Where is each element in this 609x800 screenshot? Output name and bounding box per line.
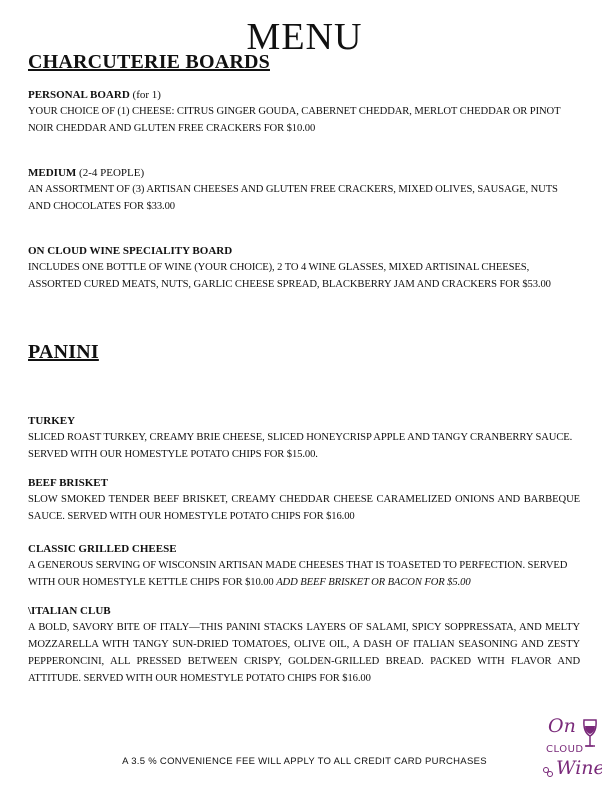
item-name: CLASSIC GRILLED CHEESE bbox=[28, 543, 177, 555]
item-description: INCLUDES ONE BOTTLE OF WINE (YOUR CHOICE), 2 TO 4 WINE GLASSES, MIXED ARTISINAL CHEESES, ASSORTED CURED MEATS, NUTS, GARLIC CHEESE SPREAD, BLACKBERRY JAM AND CRACKERS FOR $53.00 bbox=[28, 262, 551, 290]
on-cloud-wine-logo bbox=[540, 712, 602, 782]
item-name: MEDIUM bbox=[28, 167, 77, 179]
item-description: YOUR CHOICE OF (1) CHEESE: CITRUS GINGER GOUDA, CABERNET CHEDDAR, MERLOT CHEDDAR OR PINOT NOIR CHEDDAR AND GLUTEN FREE CRACKERS FOR $10.00 bbox=[28, 106, 561, 134]
item-description: AN ASSORTMENT OF (3) ARTISAN CHEESES AND GLUTEN FREE CRACKERS, MIXED OLIVES, SAUSAGE, NUTS AND CHOCOLATES FOR $33.00 bbox=[28, 184, 558, 212]
item-name: PERSONAL BOARD bbox=[28, 89, 130, 101]
menu-item-medium-board bbox=[28, 166, 580, 215]
item-name: \ITALIAN CLUB bbox=[28, 605, 111, 617]
logo-on: On bbox=[548, 715, 576, 737]
menu-item-personal-board bbox=[28, 88, 580, 137]
page-title: MENU bbox=[246, 16, 363, 58]
item-description: SLICED ROAST TURKEY, CREAMY BRIE CHEESE, SLICED HONEYCRISP APPLE AND TANGY CRANBERRY SAUCE. SERVED WITH OUR HOMESTYLE POTATO CHIPS FOR $15.00. bbox=[28, 432, 573, 460]
item-name: ON CLOUD WINE SPECIALITY BOARD bbox=[28, 245, 233, 257]
item-qualifier: (for 1) bbox=[129, 89, 161, 101]
item-description: A BOLD, SAVORY BITE OF ITALY—THIS PANINI STACKS LAYERS OF SALAMI, SPICY SOPPRESSATA, AND MELTY MOZZARELLA WITH TANGY SUN-DRIED TOMATOES, OLIVE OIL, A DASH OF ITALIAN SEASONING AND ZESTY PEPPERONCINI, ALL PRESSED BETWEEN CRISPY, GOLDEN-GRILLED BREAD. PACKED WITH FLAVOR AND ATTITUDE. SERVED WITH OUR HOMESTYLE POTATO CHIPS FOR $16.00 bbox=[28, 622, 580, 684]
item-name: TURKEY bbox=[28, 415, 76, 427]
wine-glass-icon bbox=[540, 712, 602, 782]
menu-item-beef-brisket bbox=[28, 476, 580, 525]
menu-item-turkey bbox=[28, 414, 580, 463]
logo-wine: Wine bbox=[556, 757, 602, 779]
logo-cloud: CLOUD bbox=[546, 744, 584, 755]
menu-item-speciality-board bbox=[28, 244, 580, 293]
convenience-fee-note: A 3.5 % CONVENIENCE FEE WILL APPLY TO ALL CREDIT CARD PURCHASES bbox=[122, 756, 487, 767]
item-qualifier: (2-4 PEOPLE) bbox=[76, 167, 145, 179]
item-addon: ADD BEEF BRISKET OR BACON FOR $5.00 bbox=[276, 577, 471, 588]
menu-item-italian-club bbox=[28, 604, 580, 687]
item-description bbox=[28, 557, 580, 591]
item-description-text: A GENEROUS SERVING OF WISCONSIN ARTISAN MADE CHEESES THAT IS TOASETED TO PERFECTION. SERVED WITH OUR HOMESTYLE KETTLE CHIPS FOR $10.00 bbox=[28, 560, 568, 588]
item-name: BEEF BRISKET bbox=[28, 477, 108, 489]
panini-heading: PANINI bbox=[28, 341, 99, 363]
charcuterie-heading: CHARCUTERIE BOARDS bbox=[28, 51, 270, 73]
menu-item-grilled-cheese bbox=[28, 542, 580, 591]
item-description: SLOW SMOKED TENDER BEEF BRISKET, CREAMY CHEDDAR CHEESE CARAMELIZED ONIONS AND BARBEQUE SAUCE. SERVED WITH OUR HOMESTYLE POTATO CHIPS FOR $16.00 bbox=[28, 494, 580, 522]
